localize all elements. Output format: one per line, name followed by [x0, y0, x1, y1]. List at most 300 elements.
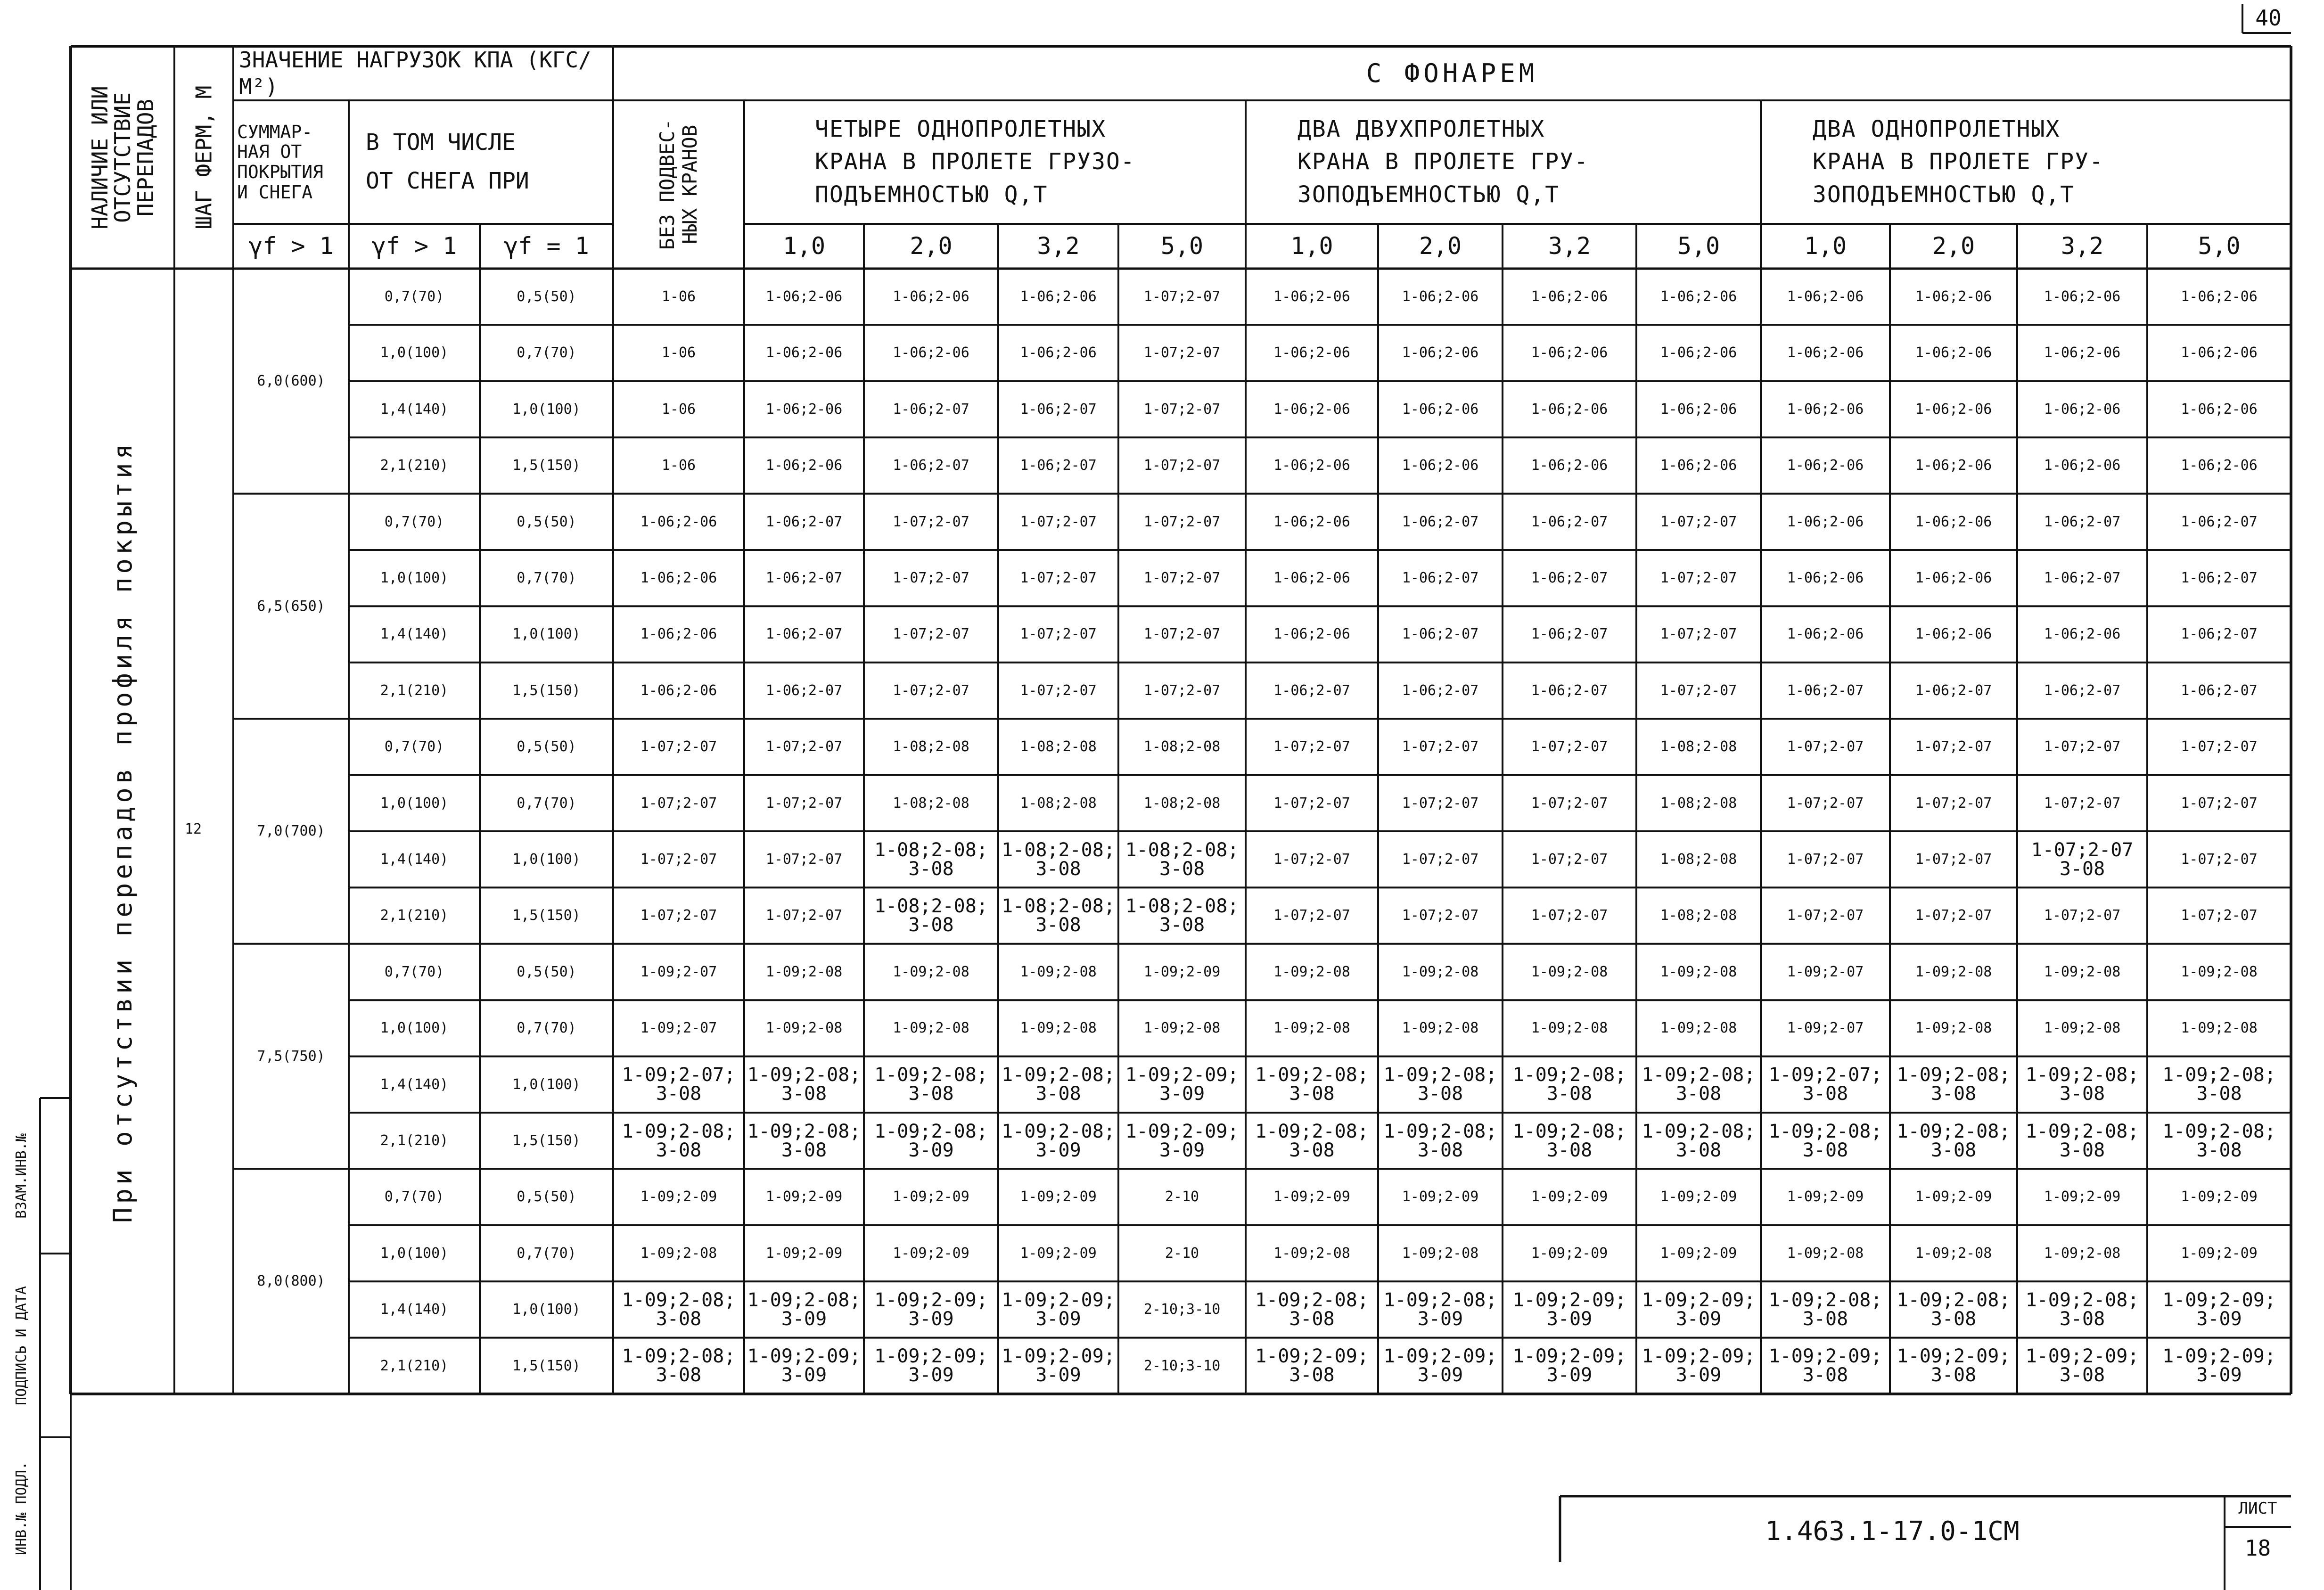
header-capacity: 1,0: [1804, 232, 1847, 260]
truss-mark-cell: 1-09;2-08; 3-08: [874, 1064, 988, 1105]
truss-mark-cell: 1-06;2-06: [2044, 344, 2121, 361]
truss-mark-cell: 1-06;2-06: [765, 401, 843, 418]
truss-mark-cell: 1-09;2-09; 3-09: [1642, 1289, 1756, 1330]
truss-mark-cell: 1-07;2-07: [1915, 907, 1992, 924]
truss-mark-cell: 1-07;2-07: [893, 513, 969, 530]
truss-mark-cell: 1-07;2-07: [893, 682, 969, 699]
header-presence: НАЛИЧИЕ ИЛИ ОТСУТСТВИЕ ПЕРЕПАДОВ: [87, 85, 158, 229]
snow-load-gt1: 0,7(70): [384, 513, 444, 530]
truss-mark-cell: 1-06;2-07: [1787, 682, 1864, 699]
truss-mark-cell: 1-06: [661, 457, 696, 474]
truss-mark-cell: 1-06;2-06: [640, 682, 717, 699]
truss-mark-cell: 1-06;2-06: [2044, 401, 2121, 418]
truss-mark-cell: 1-07;2-07: [1273, 851, 1350, 868]
truss-mark-cell: 1-09;2-09; 3-09: [874, 1289, 988, 1330]
truss-mark-cell: 1-07;2-07: [1660, 513, 1737, 530]
truss-mark-cell: 1-09;2-09; 3-09: [1642, 1345, 1756, 1386]
truss-mark-cell: 1-06;2-07: [1531, 626, 1608, 643]
truss-mark-cell: 1-06;2-06: [1402, 401, 1479, 418]
snow-load-gt1: 1,4(140): [380, 401, 449, 418]
truss-mark-cell: 1-07;2-07: [1660, 682, 1737, 699]
truss-mark-cell: 1-09;2-08; 3-08: [2025, 1120, 2139, 1161]
truss-mark-cell: 1-09;2-08; 3-08: [1768, 1120, 1882, 1161]
snow-load-gt1: 1,4(140): [380, 626, 449, 643]
truss-mark-cell: 1-09;2-09: [1020, 1245, 1097, 1262]
truss-mark-cell: 1-06;2-06: [2044, 288, 2121, 305]
truss-mark-cell: 1-08;2-08; 3-08: [874, 895, 988, 936]
truss-mark-cell: 1-09;2-08: [765, 963, 843, 980]
document-code: 1.463.1-17.0-1СМ: [1765, 1516, 2020, 1547]
truss-mark-cell: 1-09;2-08: [893, 963, 969, 980]
truss-mark-cell: 1-09;2-09; 3-08: [1255, 1345, 1369, 1386]
truss-mark-cell: 1-09;2-09; 3-09: [1383, 1345, 1497, 1386]
header-no-cranes: БЕЗ ПОДВЕС- НЫХ КРАНОВ: [655, 119, 701, 250]
truss-mark-cell: 1-06;2-06: [1660, 457, 1737, 474]
truss-mark-cell: 1-09;2-08; 3-08: [1642, 1120, 1756, 1161]
snow-load-eq1: 1,5(150): [512, 682, 581, 699]
snow-load-gt1: 2,1(210): [380, 457, 449, 474]
page-number: 40: [2255, 5, 2282, 31]
truss-mark-cell: 1-09;2-08; 3-08: [1897, 1289, 2011, 1330]
truss-mark-cell: 1-07;2-07: [765, 851, 843, 868]
truss-mark-cell: 1-06;2-07: [1402, 682, 1479, 699]
truss-mark-cell: 1-09;2-08: [893, 1020, 969, 1037]
header-total: СУММАР- НАЯ ОТ ПОКРЫТИЯ И СНЕГА: [237, 121, 324, 203]
truss-mark-cell: 1-06;2-06: [1915, 288, 1992, 305]
truss-mark-cell: 1-09;2-09; 3-09: [1125, 1064, 1239, 1105]
truss-mark-cell: 1-06;2-06: [1660, 344, 1737, 361]
truss-mark-cell: 1-08;2-08: [1143, 795, 1221, 811]
snow-load-eq1: 1,5(150): [512, 907, 581, 924]
header-capacity: 1,0: [1290, 232, 1333, 260]
snow-load-gt1: 2,1(210): [380, 1132, 449, 1149]
snow-load-gt1: 0,7(70): [384, 738, 444, 755]
truss-mark-cell: 1-07;2-07: [1531, 851, 1608, 868]
truss-mark-cell: 2-10;3-10: [1143, 1301, 1221, 1318]
truss-mark-cell: 1-09;2-09: [2181, 1188, 2258, 1205]
snow-load-eq1: 0,7(70): [517, 1245, 576, 1262]
truss-mark-cell: 1-09;2-09: [1020, 1188, 1097, 1205]
truss-mark-cell: 1-06;2-07: [2181, 569, 2258, 586]
truss-mark-cell: 1-06;2-07: [2044, 682, 2121, 699]
truss-mark-cell: 1-09;2-08; 3-08: [2162, 1120, 2276, 1161]
group-total-load: 8,0(800): [257, 1273, 325, 1290]
truss-mark-cell: 1-09;2-09; 3-09: [2162, 1345, 2276, 1386]
truss-mark-cell: 1-06;2-07: [2181, 626, 2258, 643]
truss-mark-cell: 1-06;2-06: [1273, 344, 1350, 361]
header-capacity: 1,0: [782, 232, 826, 260]
truss-mark-cell: 1-09;2-09: [1402, 1188, 1479, 1205]
truss-mark-cell: 1-09;2-08; 3-09: [1383, 1289, 1497, 1330]
truss-mark-cell: 1-09;2-09; 3-09: [874, 1345, 988, 1386]
header-capacity: 3,2: [1037, 232, 1080, 260]
snow-load-gt1: 2,1(210): [380, 682, 449, 699]
truss-mark-cell: 1-07;2-07: [640, 851, 717, 868]
header-loads: ЗНАЧЕНИЕ НАГРУЗОК КПА (КГС/М²): [239, 47, 591, 99]
snow-load-gt1: 1,0(100): [380, 344, 449, 361]
header-group2: ДВА ДВУХПРОЛЕТНЫХ КРАНА В ПРОЛЕТЕ ГРУ- ЗОПОДЪЕМНОСТЬЮ Q,Т: [1297, 115, 1589, 208]
snow-load-eq1: 0,5(50): [517, 1188, 576, 1205]
truss-mark-cell: 1-07;2-07: [1915, 851, 1992, 868]
truss-mark-cell: 1-09;2-07; 3-08: [622, 1064, 736, 1105]
truss-mark-cell: 1-09;2-08; 3-08: [1002, 1064, 1115, 1105]
truss-mark-cell: 1-06;2-06: [1273, 457, 1350, 474]
truss-mark-cell: 1-09;2-08: [1020, 963, 1097, 980]
snow-load-eq1: 0,7(70): [517, 569, 576, 586]
snow-load-eq1: 0,5(50): [517, 963, 576, 980]
truss-mark-cell: 1-09;2-08: [1531, 1020, 1608, 1037]
truss-mark-cell: 1-07;2-07: [1143, 569, 1221, 586]
truss-mark-cell: 1-07;2-07: [1402, 907, 1479, 924]
truss-mark-cell: 1-06;2-07: [765, 513, 843, 530]
truss-mark-cell: 1-07;2-07: [893, 569, 969, 586]
truss-mark-cell: 1-09;2-08; 3-08: [1255, 1289, 1369, 1330]
snow-load-gt1: 0,7(70): [384, 963, 444, 980]
group-total-load: 7,5(750): [257, 1048, 325, 1065]
truss-mark-cell: 1-09;2-08; 3-08: [1897, 1120, 2011, 1161]
truss-mark-cell: 1-09;2-08: [1915, 1245, 1992, 1262]
truss-mark-cell: 1-09;2-09; 3-09: [1002, 1345, 1115, 1386]
snow-load-gt1: 1,4(140): [380, 1076, 449, 1093]
truss-mark-cell: 1-07;2-07 3-08: [2031, 839, 2134, 880]
truss-mark-cell: 1-06;2-06: [640, 626, 717, 643]
truss-mark-cell: 1-09;2-08; 3-08: [1512, 1064, 1626, 1105]
truss-mark-cell: 1-07;2-07: [1787, 795, 1864, 811]
truss-mark-cell: 1-06;2-06: [1787, 457, 1864, 474]
truss-mark-cell: 1-09;2-08: [2044, 963, 2121, 980]
truss-mark-cell: 1-08;2-08: [1020, 738, 1097, 755]
header-capacity: 3,2: [2061, 232, 2104, 260]
truss-mark-cell: 1-09;2-09: [640, 1188, 717, 1205]
truss-mark-cell: 1-09;2-08; 3-08: [622, 1289, 736, 1330]
truss-mark-cell: 1-09;2-07: [640, 963, 717, 980]
truss-mark-cell: 1-09;2-09; 3-08: [1768, 1345, 1882, 1386]
truss-mark-cell: 1-09;2-08; 3-08: [622, 1345, 736, 1386]
truss-mark-cell: 1-06;2-07: [1020, 401, 1097, 418]
header-capacity: 2,0: [910, 232, 953, 260]
sheet-number: 18: [2244, 1535, 2271, 1561]
snow-load-gt1: 1,0(100): [380, 795, 449, 811]
truss-mark-cell: 1-09;2-08: [1402, 963, 1479, 980]
truss-mark-cell: 1-06: [661, 401, 696, 418]
truss-mark-cell: 1-08;2-08; 3-08: [1125, 895, 1239, 936]
truss-mark-cell: 1-06;2-07: [765, 626, 843, 643]
truss-mark-cell: 1-09;2-08: [1915, 963, 1992, 980]
truss-mark-cell: 1-09;2-08; 3-08: [2025, 1289, 2139, 1330]
truss-mark-cell: 1-09;2-09; 3-09: [1512, 1345, 1626, 1386]
snow-load-gt1: 2,1(210): [380, 1357, 449, 1374]
truss-mark-cell: 2-10: [1165, 1245, 1199, 1262]
header-lantern: С ФОНАРЕМ: [1366, 58, 1538, 88]
truss-mark-cell: 1-09;2-08: [2044, 1020, 2121, 1037]
truss-mark-cell: 1-07;2-07: [1915, 795, 1992, 811]
truss-mark-cell: 1-09;2-09; 3-08: [2025, 1345, 2139, 1386]
truss-mark-cell: 1-06;2-07: [1531, 513, 1608, 530]
truss-mark-cell: 1-09;2-08; 3-08: [2025, 1064, 2139, 1105]
truss-mark-cell: 1-07;2-07: [765, 795, 843, 811]
truss-mark-cell: 1-09;2-08; 3-08: [1383, 1120, 1497, 1161]
snow-load-eq1: 0,7(70): [517, 1020, 576, 1037]
snow-load-eq1: 1,0(100): [512, 1301, 581, 1318]
header-capacity: 3,2: [1548, 232, 1591, 260]
snow-load-eq1: 0,5(50): [517, 288, 576, 305]
truss-mark-cell: 1-09;2-09: [1143, 963, 1221, 980]
truss-mark-cell: 1-06;2-07: [1531, 569, 1608, 586]
truss-mark-cell: 1-07;2-07: [1787, 907, 1864, 924]
stamp-inv-podl: ИНВ.№ ПОДЛ.: [13, 1461, 30, 1555]
truss-mark-cell: 1-09;2-09: [1531, 1245, 1608, 1262]
header-gamma-snow-gt: γf > 1: [371, 232, 457, 260]
truss-mark-cell: 1-07;2-07: [1020, 682, 1097, 699]
snow-load-eq1: 1,0(100): [512, 1076, 581, 1093]
truss-mark-cell: 1-07;2-07: [1143, 344, 1221, 361]
truss-mark-cell: 1-07;2-07: [1787, 851, 1864, 868]
truss-mark-cell: 1-09;2-08; 3-08: [1768, 1289, 1882, 1330]
truss-mark-cell: 1-09;2-08; 3-08: [1897, 1064, 2011, 1105]
truss-mark-cell: 1-06;2-06: [2044, 457, 2121, 474]
truss-mark-cell: 1-07;2-07: [1402, 738, 1479, 755]
snow-load-gt1: 1,4(140): [380, 1301, 449, 1318]
snow-load-gt1: 0,7(70): [384, 288, 444, 305]
snow-load-gt1: 1,0(100): [380, 1245, 449, 1262]
group-total-load: 7,0(700): [257, 823, 325, 840]
header-gamma-total: γf > 1: [248, 232, 334, 260]
truss-mark-cell: 1-06;2-07: [893, 457, 969, 474]
truss-mark-cell: 1-07;2-07: [1143, 682, 1221, 699]
truss-mark-cell: 1-08;2-08: [1660, 907, 1737, 924]
header-capacity: 2,0: [1419, 232, 1462, 260]
truss-mark-cell: 1-07;2-07: [2181, 851, 2258, 868]
truss-mark-cell: 1-09;2-09; 3-08: [1897, 1345, 2011, 1386]
truss-mark-cell: 1-09;2-09; 3-09: [1512, 1289, 1626, 1330]
truss-mark-cell: 1-09;2-08; 3-08: [622, 1120, 736, 1161]
truss-mark-cell: 1-06;2-06: [1660, 288, 1737, 305]
truss-mark-cell: 1-06;2-06: [1787, 344, 1864, 361]
truss-mark-cell: 1-09;2-08: [1273, 1020, 1350, 1037]
truss-mark-cell: 1-07;2-07: [1273, 795, 1350, 811]
truss-mark-cell: 1-07;2-07: [1531, 795, 1608, 811]
truss-mark-cell: 1-09;2-08: [1915, 1020, 1992, 1037]
truss-mark-cell: 1-06;2-06: [2044, 626, 2121, 643]
truss-mark-cell: 1-06;2-06: [2181, 288, 2258, 305]
truss-mark-cell: 1-06;2-06: [1020, 288, 1097, 305]
truss-mark-cell: 1-09;2-09: [1660, 1188, 1737, 1205]
truss-mark-cell: 1-06;2-06: [1273, 626, 1350, 643]
truss-mark-cell: 1-07;2-07: [1402, 795, 1479, 811]
group-total-load: 6,5(650): [257, 598, 325, 615]
truss-mark-cell: 1-09;2-09; 3-09: [1002, 1289, 1115, 1330]
truss-mark-cell: 1-06;2-06: [2181, 401, 2258, 418]
snow-load-gt1: 1,0(100): [380, 1020, 449, 1037]
truss-mark-cell: 1-06;2-06: [1787, 513, 1864, 530]
truss-mark-cell: 1-09;2-08: [1273, 963, 1350, 980]
truss-mark-cell: 1-06;2-06: [1787, 626, 1864, 643]
truss-mark-cell: 1-06;2-07: [765, 682, 843, 699]
truss-mark-cell: 1-06;2-06: [1787, 401, 1864, 418]
truss-mark-cell: 1-08;2-08: [893, 795, 969, 811]
snow-load-gt1: 2,1(210): [380, 907, 449, 924]
truss-mark-cell: 1-06;2-06: [1273, 401, 1350, 418]
truss-mark-cell: 1-07;2-07: [1402, 851, 1479, 868]
truss-mark-cell: 1-06;2-06: [1402, 457, 1479, 474]
truss-mark-cell: 1-06;2-07: [765, 569, 843, 586]
group-total-load: 6,0(600): [257, 373, 325, 390]
truss-mark-cell: 1-07;2-07: [1273, 907, 1350, 924]
truss-mark-cell: 1-07;2-07: [1143, 401, 1221, 418]
truss-mark-cell: 1-09;2-09: [1531, 1188, 1608, 1205]
truss-mark-cell: 1-09;2-09: [1787, 1188, 1864, 1205]
truss-mark-cell: 1-06;2-06: [1402, 288, 1479, 305]
truss-mark-cell: 1-09;2-09: [2044, 1188, 2121, 1205]
snow-load-eq1: 1,0(100): [512, 401, 581, 418]
truss-mark-cell: 1-06;2-06: [765, 344, 843, 361]
truss-mark-cell: 1-06;2-07: [893, 401, 969, 418]
truss-mark-cell: 1-06;2-06: [1273, 513, 1350, 530]
truss-mark-cell: 1-07;2-07: [2181, 738, 2258, 755]
stamp-podpis: ПОДПИСЬ И ДАТА: [13, 1286, 30, 1405]
snow-load-eq1: 1,5(150): [512, 457, 581, 474]
truss-mark-cell: 1-06;2-07: [1402, 569, 1479, 586]
header-capacity: 2,0: [1932, 232, 1975, 260]
truss-mark-cell: 1-09;2-08: [1143, 1020, 1221, 1037]
truss-mark-cell: 1-08;2-08; 3-08: [1002, 839, 1115, 880]
truss-mark-cell: 1-07;2-07: [1787, 738, 1864, 755]
snow-load-eq1: 1,5(150): [512, 1357, 581, 1374]
truss-mark-cell: 1-06;2-07: [1402, 513, 1479, 530]
truss-mark-cell: 1-07;2-07: [1531, 738, 1608, 755]
truss-mark-cell: 1-09;2-08: [765, 1020, 843, 1037]
truss-mark-cell: 1-06;2-06: [1915, 401, 1992, 418]
truss-mark-cell: 1-09;2-09: [1660, 1245, 1737, 1262]
truss-mark-cell: 1-06;2-07: [1273, 682, 1350, 699]
truss-mark-cell: 1-06;2-07: [1020, 457, 1097, 474]
truss-mark-cell: 1-06;2-06: [765, 457, 843, 474]
truss-mark-cell: 1-08;2-08; 3-08: [1125, 839, 1239, 880]
truss-mark-cell: 1-09;2-07: [1787, 1020, 1864, 1037]
truss-mark-cell: 1-09;2-08: [1402, 1245, 1479, 1262]
truss-mark-cell: 1-07;2-07: [1020, 626, 1097, 643]
truss-mark-cell: 1-09;2-08: [1273, 1245, 1350, 1262]
header-capacity: 5,0: [1677, 232, 1720, 260]
snow-load-eq1: 1,5(150): [512, 1132, 581, 1149]
truss-mark-cell: 1-06;2-07: [1531, 682, 1608, 699]
truss-mark-cell: 1-09;2-08: [640, 1245, 717, 1262]
snow-load-eq1: 0,7(70): [517, 344, 576, 361]
truss-mark-cell: 1-06;2-07: [2044, 513, 2121, 530]
truss-mark-cell: 1-09;2-08: [1787, 1245, 1864, 1262]
truss-mark-cell: 1-09;2-08: [1660, 963, 1737, 980]
truss-mark-cell: 1-07;2-07: [2044, 907, 2121, 924]
truss-mark-cell: 1-06;2-06: [893, 344, 969, 361]
truss-mark-cell: 1-09;2-08; 3-08: [2162, 1064, 2276, 1105]
truss-mark-cell: 1-08;2-08: [1660, 795, 1737, 811]
truss-mark-cell: 1-07;2-07: [1143, 513, 1221, 530]
snow-load-eq1: 0,7(70): [517, 795, 576, 811]
truss-mark-cell: 1-06;2-06: [640, 513, 717, 530]
truss-mark-cell: 1-08;2-08: [1660, 851, 1737, 868]
truss-mark-cell: 1-06;2-06: [2181, 344, 2258, 361]
truss-mark-cell: 1-09;2-08; 3-08: [1512, 1120, 1626, 1161]
truss-mark-cell: 1-09;2-08; 3-09: [747, 1289, 861, 1330]
truss-mark-cell: 1-09;2-08; 3-09: [1002, 1120, 1115, 1161]
truss-mark-cell: 1-06;2-06: [1915, 569, 1992, 586]
truss-mark-cell: 1-09;2-09: [893, 1245, 969, 1262]
truss-mark-cell: 1-09;2-09; 3-09: [1125, 1120, 1239, 1161]
truss-mark-cell: 1-07;2-07: [765, 738, 843, 755]
truss-mark-cell: 1-07;2-07: [2044, 738, 2121, 755]
truss-mark-cell: 1-06;2-06: [1273, 569, 1350, 586]
truss-mark-cell: 1-07;2-07: [1143, 626, 1221, 643]
truss-mark-cell: 1-08;2-08: [1660, 738, 1737, 755]
truss-mark-cell: 1-06;2-07: [2044, 569, 2121, 586]
truss-mark-cell: 1-09;2-08; 3-08: [1383, 1064, 1497, 1105]
truss-mark-cell: 1-09;2-08; 3-08: [747, 1064, 861, 1105]
header-group1: ЧЕТЫРЕ ОДНОПРОЛЕТНЫХ КРАНА В ПРОЛЕТЕ ГРУЗО- ПОДЪЕМНОСТЬЮ Q,Т: [815, 115, 1135, 208]
truss-mark-cell: 1-06;2-07: [2181, 513, 2258, 530]
truss-mark-cell: 1-07;2-07: [1531, 907, 1608, 924]
truss-mark-cell: 1-06;2-06: [1531, 288, 1608, 305]
truss-mark-cell: 1-06;2-06: [1915, 513, 1992, 530]
truss-mark-cell: 1-06;2-06: [640, 569, 717, 586]
snow-load-eq1: 1,0(100): [512, 626, 581, 643]
header-group3: ДВА ОДНОПРОЛЕТНЫХ КРАНА В ПРОЛЕТЕ ГРУ- ЗОПОДЪЕМНОСТЬЮ Q,Т: [1813, 115, 2104, 208]
snow-load-eq1: 1,0(100): [512, 851, 581, 868]
truss-mark-cell: 1-09;2-08; 3-08: [747, 1120, 861, 1161]
header-step: ШАГ ФЕРМ, М: [191, 85, 217, 229]
truss-mark-cell: 1-09;2-08; 3-08: [1255, 1120, 1369, 1161]
truss-mark-cell: 1-09;2-08: [2044, 1245, 2121, 1262]
truss-mark-cell: 1-08;2-08; 3-08: [874, 839, 988, 880]
truss-mark-cell: 1-07;2-07: [893, 626, 969, 643]
header-capacity: 5,0: [2198, 232, 2241, 260]
truss-mark-cell: 1-07;2-07: [1660, 626, 1737, 643]
truss-mark-cell: 1-07;2-07: [2181, 795, 2258, 811]
truss-mark-cell: 1-06;2-06: [1915, 457, 1992, 474]
truss-mark-cell: 1-07;2-07: [2044, 795, 2121, 811]
truss-mark-cell: 1-06;2-07: [1915, 682, 1992, 699]
truss-mark-cell: 1-07;2-07: [640, 907, 717, 924]
truss-mark-cell: 1-07;2-07: [640, 738, 717, 755]
truss-mark-cell: 1-07;2-07: [1660, 569, 1737, 586]
header-capacity: 5,0: [1160, 232, 1204, 260]
step-value: 12: [184, 821, 202, 838]
snow-load-eq1: 0,5(50): [517, 513, 576, 530]
truss-mark-cell: 1-09;2-07: [640, 1020, 717, 1037]
truss-mark-cell: 1-06;2-06: [1787, 569, 1864, 586]
truss-mark-cell: 1-06;2-06: [765, 288, 843, 305]
truss-mark-cell: 1-07;2-07: [1143, 457, 1221, 474]
truss-mark-cell: 1-07;2-07: [765, 907, 843, 924]
truss-mark-cell: 1-09;2-08: [1402, 1020, 1479, 1037]
truss-mark-cell: 1-06;2-06: [1660, 401, 1737, 418]
truss-mark-cell: 1-06: [661, 344, 696, 361]
truss-mark-cell: 1-09;2-08: [1660, 1020, 1737, 1037]
truss-mark-cell: 1-09;2-08: [1020, 1020, 1097, 1037]
truss-mark-cell: 1-07;2-07: [1273, 738, 1350, 755]
truss-mark-cell: 1-09;2-09: [2181, 1245, 2258, 1262]
truss-mark-cell: 1-09;2-09; 3-09: [747, 1345, 861, 1386]
truss-mark-cell: 1-07;2-07: [640, 795, 717, 811]
truss-mark-cell: 1-06;2-06: [893, 288, 969, 305]
truss-mark-cell: 1-09;2-08: [1531, 963, 1608, 980]
snow-load-gt1: 1,4(140): [380, 851, 449, 868]
truss-mark-cell: 1-06: [661, 288, 696, 305]
snow-load-gt1: 0,7(70): [384, 1188, 444, 1205]
truss-mark-cell: 1-09;2-08: [2181, 963, 2258, 980]
snow-load-gt1: 1,0(100): [380, 569, 449, 586]
truss-mark-cell: 2-10;3-10: [1143, 1357, 1221, 1374]
header-incl: В ТОМ ЧИСЛЕ ОТ СНЕГА ПРИ: [366, 129, 529, 194]
